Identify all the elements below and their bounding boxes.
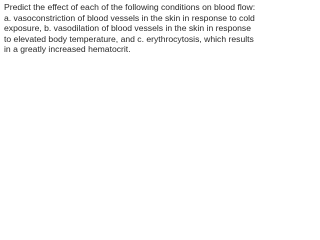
question-card	[0, 0, 262, 69]
question-text: Predict the effect of each of the following conditions on blood flow: a. vasoconstriction of blood vessels in the skin in response to cold exposure, b. vasodilation of blood vessels in the skin in response to elevated body temperature, and c. erythrocytosis, which results in a greatly increased hematocrit.	[4, 2, 256, 55]
